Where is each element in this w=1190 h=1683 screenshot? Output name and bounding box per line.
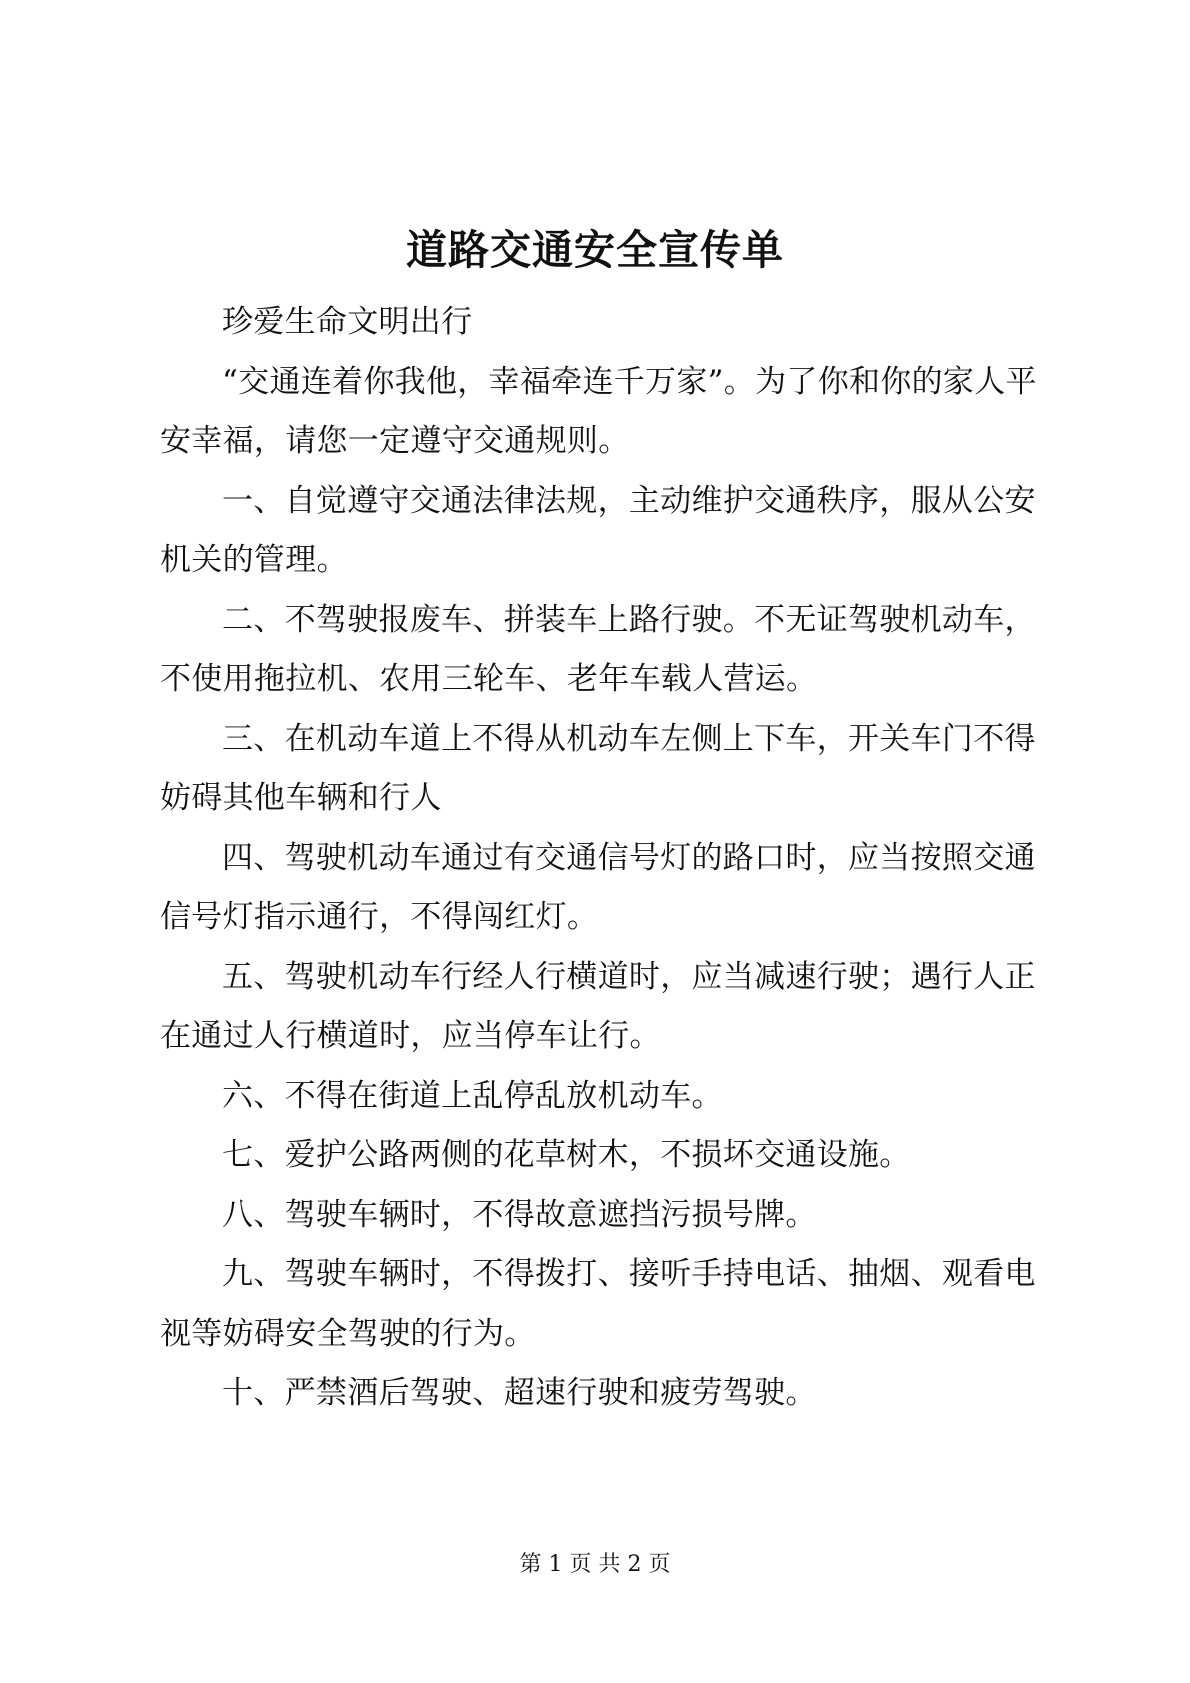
paragraph-rule-10: 十、严禁酒后驾驶、超速行驶和疲劳驾驶。 (222, 1375, 817, 1411)
page-number-footer: 第 1 页 共 2 页 (519, 1552, 671, 1577)
document-title: 道路交通安全宣传单 (406, 226, 784, 274)
paragraph-rule-9: 九、驾驶车辆时，不得拨打、接听手持电话、抽烟、观看电视等妨碍安全驾驶的行为。 (160, 1256, 1036, 1352)
paragraph-rule-2: 二、不驾驶报废车、拼装车上路行驶。不无证驾驶机动车，不使用拖拉机、农用三轮车、老年车载人营运。 (160, 601, 1036, 697)
document-body (160, 293, 1040, 1424)
paragraph-slogan: 珍爱生命文明出行 (222, 304, 473, 340)
paragraph-rule-5: 五、驾驶机动车行经人行横道时，应当减速行驶；遇行人正在通过人行横道时，应当停车让行。 (160, 958, 1036, 1054)
paragraph-rule-4: 四、驾驶机动车通过有交通信号灯的路口时，应当按照交通信号灯指示通行，不得闯红灯。 (160, 839, 1036, 935)
paragraph-intro: “交通连着你我他，幸福牵连千万家”。为了你和你的家人平安幸福，请您一定遵守交通规则。 (160, 363, 1037, 459)
paragraph-rule-3: 三、在机动车道上不得从机动车左侧上下车，开关车门不得妨碍其他车辆和行人 (160, 720, 1036, 816)
paragraph-rule-1: 一、自觉遵守交通法律法规，主动维护交通秩序，服从公安机关的管理。 (160, 482, 1036, 578)
paragraph-rule-6: 六、不得在街道上乱停乱放机动车。 (222, 1077, 723, 1114)
paragraph-rule-8: 八、驾驶车辆时，不得故意遮挡污损号牌。 (222, 1196, 817, 1233)
paragraph-rule-7: 七、爱护公路两侧的花草树木，不损坏交通设施。 (222, 1137, 911, 1173)
